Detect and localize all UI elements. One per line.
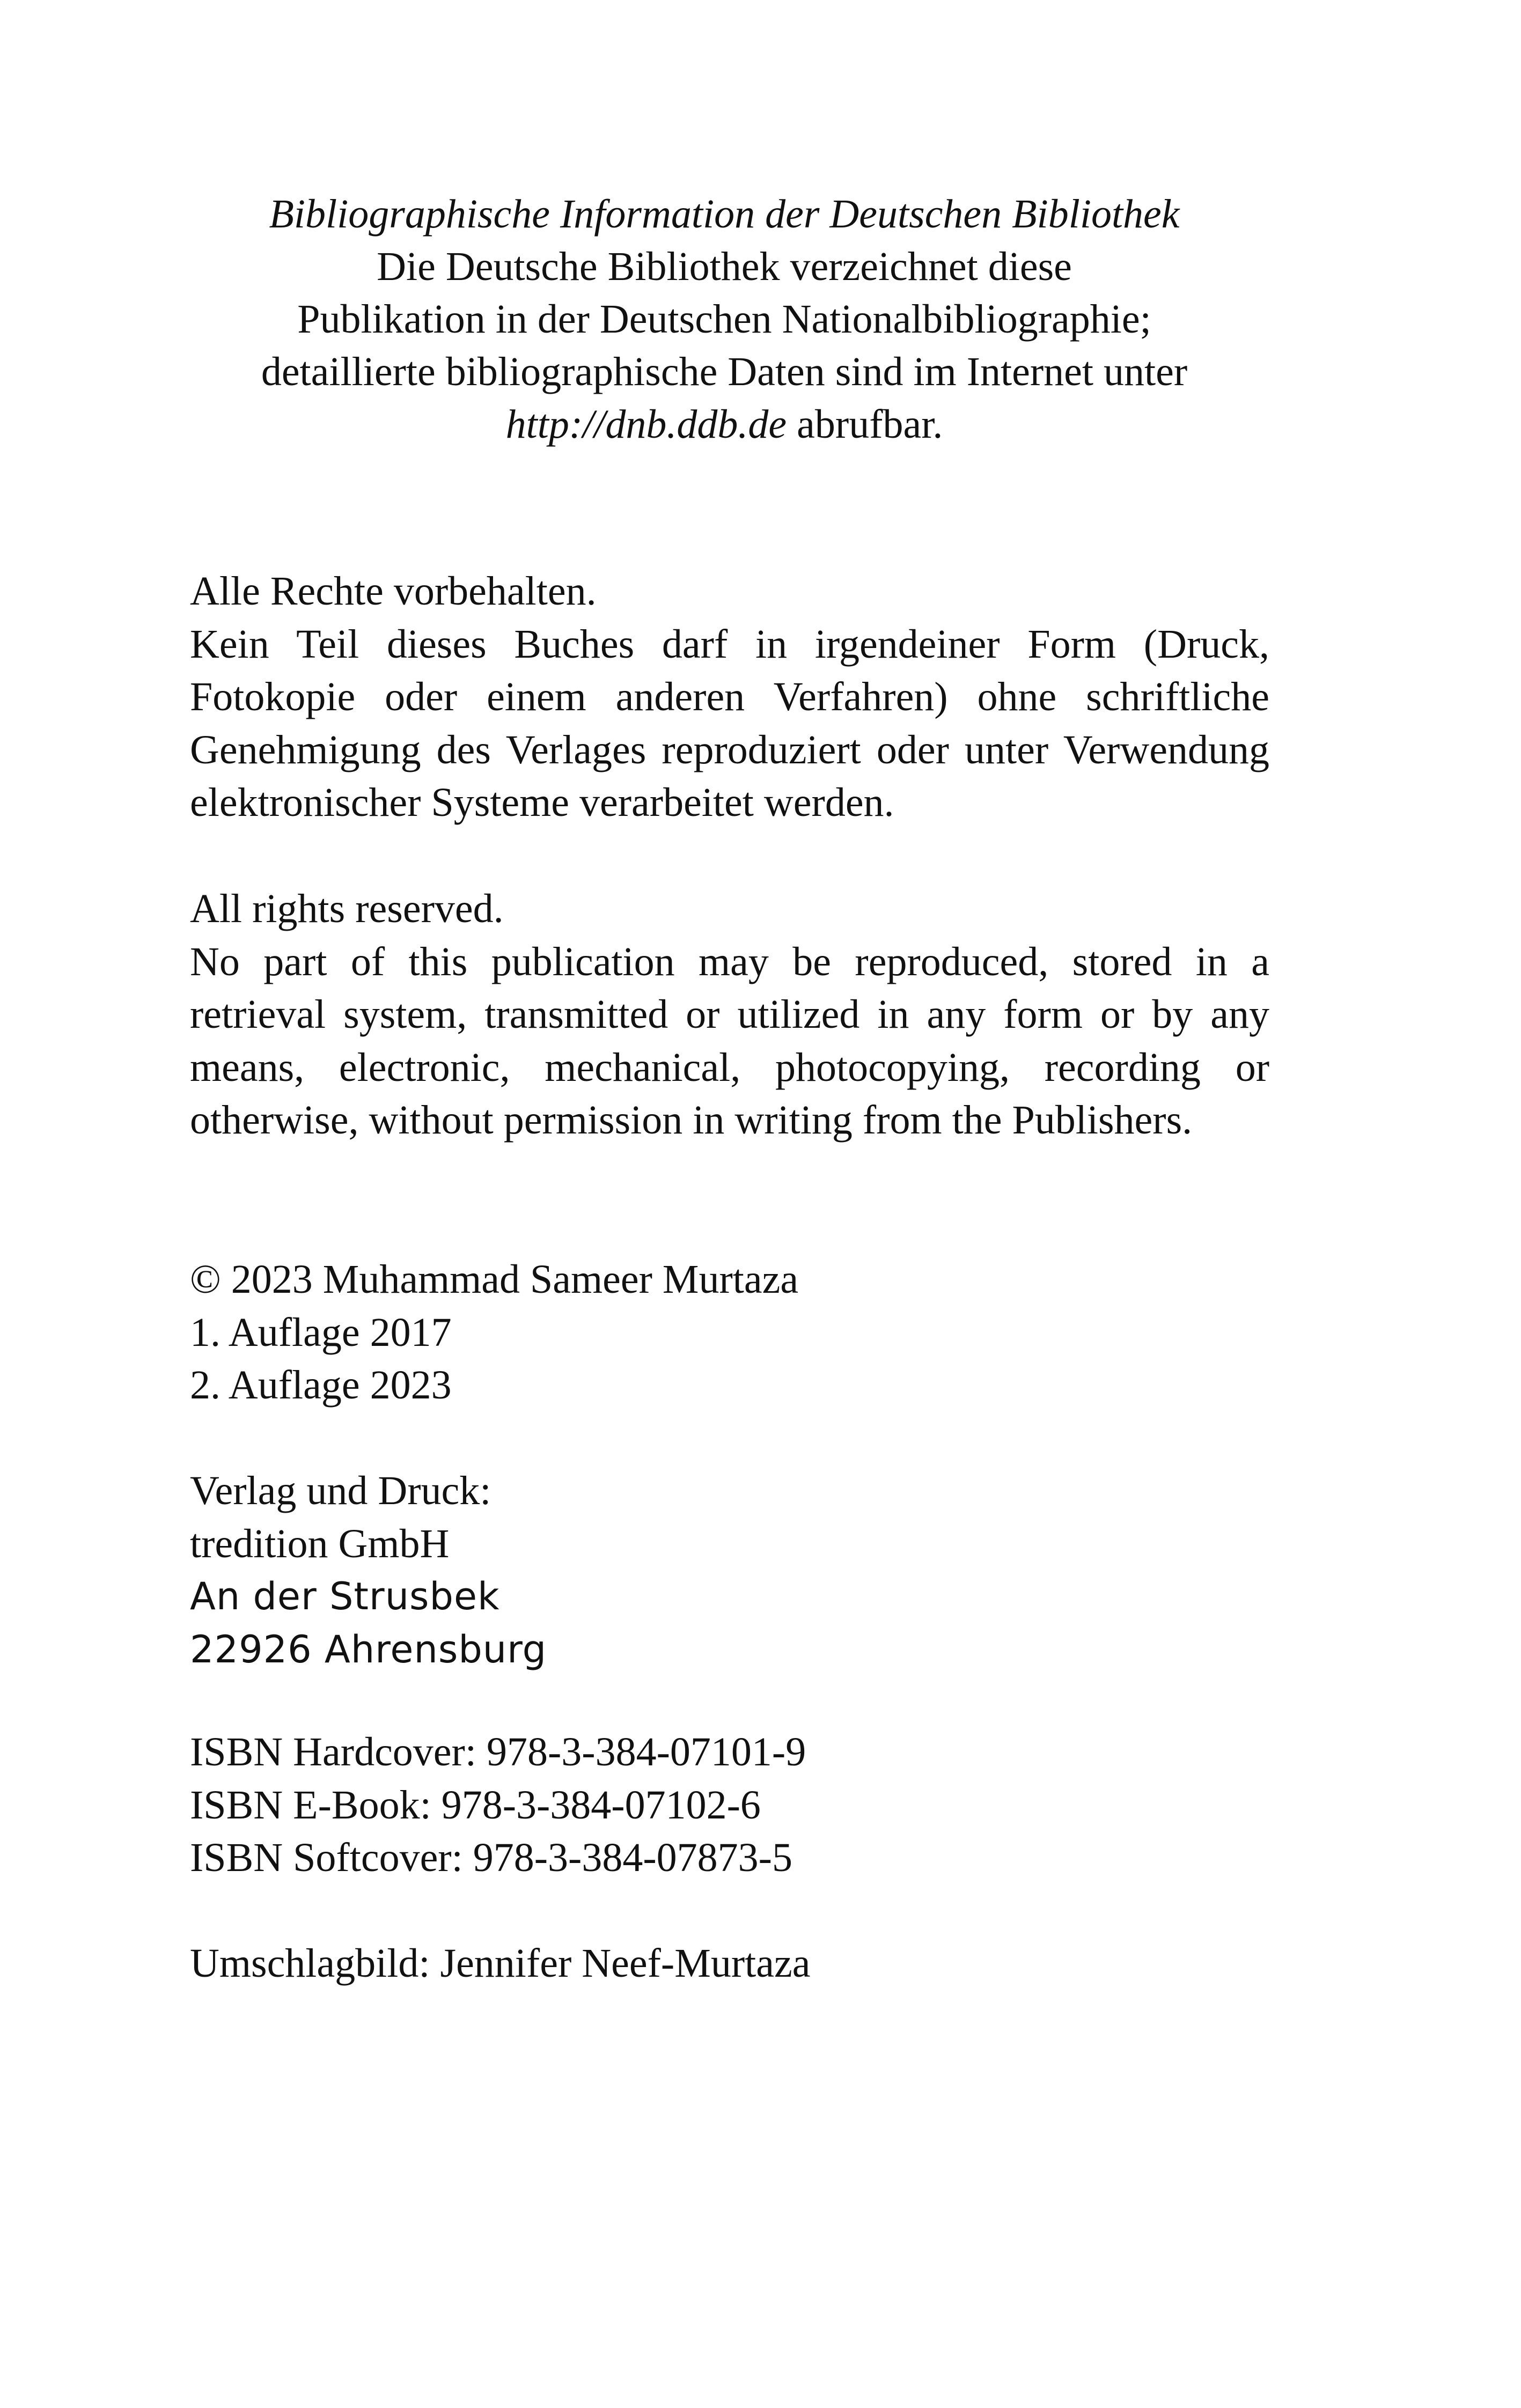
copyright-notice: © 2023 Muhammad Sameer Murtaza <box>190 1257 799 1302</box>
edition-first: 1. Auflage 2017 <box>190 1309 452 1355</box>
publisher-city: 22926 Ahrensburg <box>190 1627 547 1671</box>
cip-heading: Bibliographische Information der Deutschen Bibliothek <box>269 192 1180 237</box>
cover-credit-block <box>190 1937 1269 1990</box>
publisher-label: Verlag und Druck: <box>190 1468 491 1513</box>
publisher-block <box>190 1464 1269 1676</box>
cip-url[interactable]: http://dnb.ddb.de <box>505 402 787 447</box>
cip-notice <box>161 188 1288 451</box>
edition-second: 2. Auflage 2023 <box>190 1363 452 1408</box>
rights-german <box>190 565 1269 829</box>
isbn-ebook: ISBN E-Book: 978-3-384-07102-6 <box>190 1782 761 1828</box>
cover-credit: Umschlagbild: Jennifer Neef-Murtaza <box>190 1941 811 1986</box>
rights-english-title: All rights reserved. <box>190 886 504 931</box>
cip-url-suffix: abrufbar. <box>787 402 943 447</box>
rights-english-text: No part of this publication may be reproduced, stored in a retrieval system, transmitted or utilized in any form or by any means, electronic, mechanical, photocopying, recording or otherwise, without permission in writing from the Publishers. <box>190 939 1269 1143</box>
rights-german-title: Alle Rechte vorbehalten. <box>190 569 597 614</box>
rights-english <box>190 882 1269 1147</box>
copyright-block <box>190 1253 1269 1412</box>
isbn-hardcover: ISBN Hardcover: 978-3-384-07101-9 <box>190 1729 806 1774</box>
publisher-name: tredition GmbH <box>190 1521 450 1566</box>
cip-line-4 <box>161 398 1288 451</box>
isbn-softcover: ISBN Softcover: 978-3-384-07873-5 <box>190 1835 792 1880</box>
cip-line-1: Die Deutsche Bibliothek verzeichnet diese <box>377 244 1072 289</box>
isbn-block <box>190 1726 1269 1884</box>
cip-line-3: detaillierte bibliographische Daten sind im Internet unter <box>261 349 1188 394</box>
rights-german-text: Kein Teil dieses Buches darf in irgendeiner Form (Druck, Fotokopie oder einem anderen Verfahren) ohne schriftliche Genehmigung des Verlages reproduziert oder unter Verwendung elektronischer Systeme verarbeitet werden. <box>190 621 1269 825</box>
publisher-street: An der Strusbek <box>190 1574 500 1618</box>
cip-line-2: Publikation in der Deutschen Nationalbibliographie; <box>297 297 1151 342</box>
